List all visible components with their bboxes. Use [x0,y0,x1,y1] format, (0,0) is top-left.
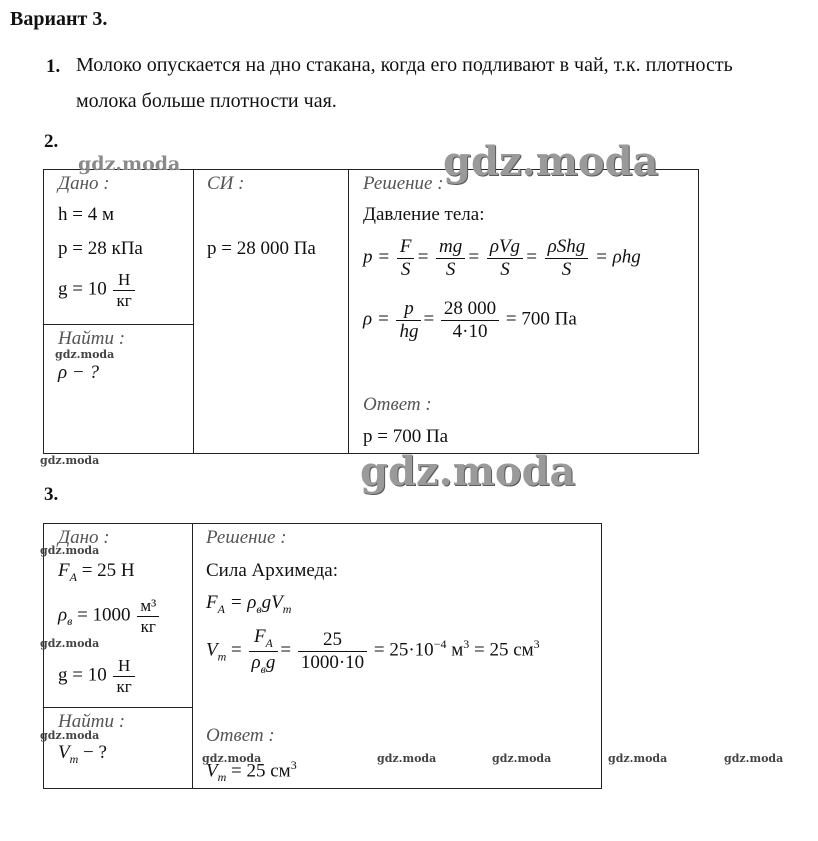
watermark-big-2: gdz.moda [360,448,576,495]
task1-line2: молока больше плотности чая. [76,90,337,112]
watermark-small-8: gdz.moda [492,752,552,765]
task2-formula-density: ρ = $\frac{p}{hg}$ = $\frac{28 000}{4\cdot 10}$ = 700 Па [363,298,577,342]
watermark-small-9: gdz.moda [608,752,668,765]
task3-formula-archimedes: $F_A = \rho_вgV_т$ [206,592,292,616]
task2-si-value: p = 28 000 Па [207,238,316,259]
task1-number: 1. [46,56,61,77]
task2-find-label: Найти : [58,328,126,349]
task3-given-label: Дано : [58,527,110,548]
task3-given-fa: $F_A = 25$ Н [58,560,135,584]
task3-number: 3. [44,484,59,505]
task3-answer-label: Ответ : [206,725,275,746]
watermark-small-2: gdz.moda [40,454,100,467]
task2-given-h: h = 4 м [58,204,114,225]
task3-given-divider [43,707,193,708]
task3-find-label: Найти : [58,711,126,732]
watermark-big-1: gdz.moda [443,138,659,185]
task2-answer-value: p = 700 Па [363,426,449,447]
task2-si-label: СИ : [207,173,245,194]
task2-given-g: g = 10 $\frac{Н}{кг}$ [58,270,137,310]
task2-number: 2. [44,131,59,152]
task2-formula-pressure: p = $\frac{F}{S}$ = $\frac{mg}{S}$ = $\frac{\text{ρVg}}{S}$ = $\frac{\text{ρShg}}{S}$ = ρhg [363,236,641,280]
watermark-small-7: gdz.moda [377,752,437,765]
watermark-small-3: gdz.moda [40,544,100,557]
watermark-small-10: gdz.moda [724,752,784,765]
task2-solution-title: Давление тела: [363,204,485,225]
page-title: Вариант 3. [10,8,108,30]
task3-find-value: $V_т$ − ? [58,742,107,766]
task2-answer-label: Ответ : [363,394,432,415]
watermark-small-6: gdz.moda [202,752,262,765]
task3-solution-label: Решение : [206,527,287,548]
task3-formula-volume: $V_т$ = $\frac{F_A}{\rho_вg}$ = $\frac{25}{1000\cdot 10}$ = $25\cdot 10^{-4}$ $м^3 = 25$ $см^3$ [206,626,540,676]
task2-divider-1 [193,169,194,454]
task1-line1: Молоко опускается на дно стакана, когда его подливают в чай, т.к. плотность [76,54,733,76]
task2-divider-2 [348,169,349,454]
task2-given-divider [43,324,194,325]
task2-solution-label: Решение : [363,173,444,194]
watermark-mid-1: gdz.moda [78,153,181,175]
task3-given-rho: $\rho_в = 1000$ $\frac{\text{м³}}{кг}$ [58,596,161,636]
task3-solution-title: Сила Архимеда: [206,560,338,581]
task3-divider [192,523,193,789]
task2-given-label: Дано : [58,173,110,194]
task2-given-p: p = 28 кПа [58,238,143,259]
watermark-small-1: gdz.moda [55,348,115,361]
watermark-small-4: gdz.moda [40,637,100,650]
task3-answer-value: $V_т = 25$ $см^3$ [206,758,297,785]
task2-find-value: ρ − ? [58,362,99,383]
watermark-small-5: gdz.moda [40,729,100,742]
task3-given-g: g = 10 $\frac{Н}{кг}$ [58,656,137,696]
